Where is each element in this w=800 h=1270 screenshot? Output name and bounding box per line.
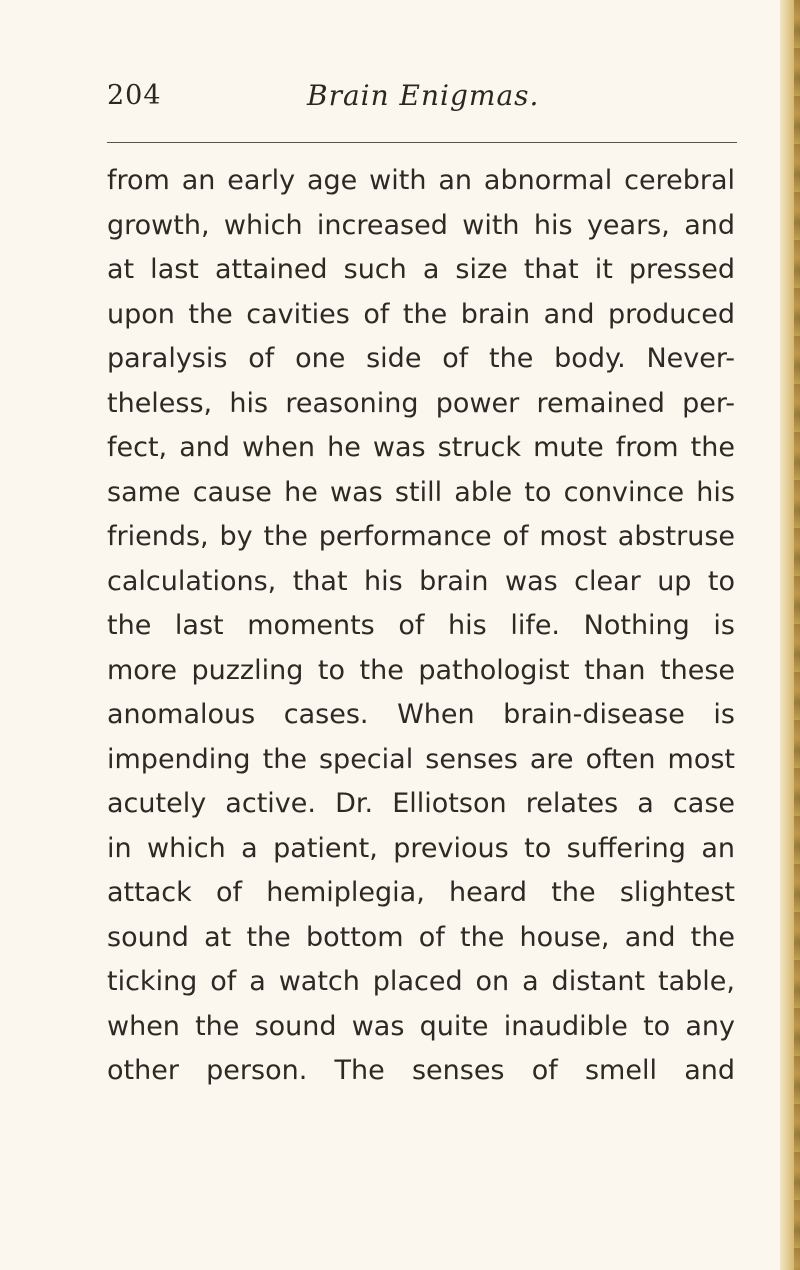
text-line-12: more puzzling to the pathologist than these [107,654,735,686]
text-line-2: growth, which increased with his years, and [107,209,735,241]
text-line-9: friends, by the performance of most abstruse [107,521,735,552]
text-line-21: other person. The senses of smell and [107,1055,735,1086]
page-number: 204 [107,80,162,111]
text-line-15: acutely active. Dr. Elliotson relates a case [107,788,735,819]
text-line-17: attack of hemiplegia, heard the slightest [107,877,735,908]
page-edge-shadow [794,0,800,1270]
text-line-10: calculations, that his brain was clear up to [107,565,735,597]
text-line-4: upon the cavities of the brain and produced [107,298,735,330]
text-line-14: impending the special senses are often most [107,743,735,775]
text-line-18: sound at the bottom of the house, and the [107,921,735,953]
text-line-6: theless, his reasoning power remained per- [107,387,735,419]
running-head [107,76,735,116]
running-title: Brain Enigmas. [307,79,540,112]
body-text [107,159,735,1094]
text-line-16: in which a patient, previous to suffering an [107,832,735,864]
text-line-8: same cause he was still able to convince his [107,476,735,508]
text-line-3: at last attained such a size that it pressed [107,254,735,285]
text-line-7: fect, and when he was struck mute from the [107,432,735,463]
text-line-11: the last moments of his life. Nothing is [107,610,735,641]
text-line-20: when the sound was quite inaudible to any [107,1010,735,1042]
text-line-5: paralysis of one side of the body. Never- [107,343,735,374]
header-rule [107,142,737,143]
text-line-19: ticking of a watch placed on a distant table, [107,966,735,997]
text-line-1: from an early age with an abnormal cerebral [107,165,735,196]
text-line-13: anomalous cases. When brain-disease is [107,699,735,730]
